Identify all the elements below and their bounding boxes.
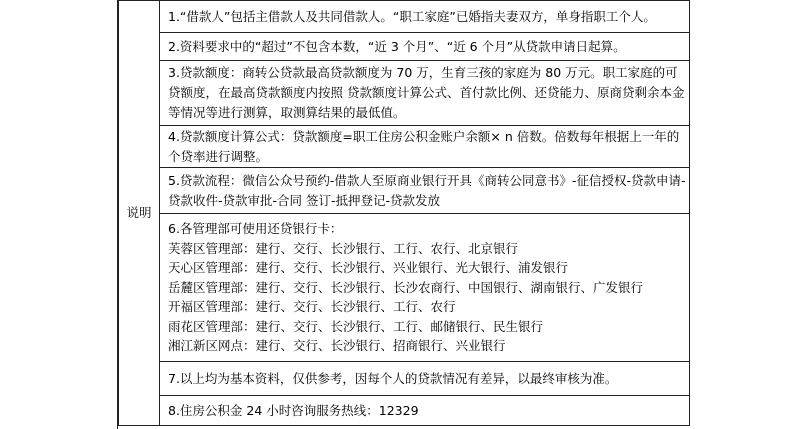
note-item-7: 7.以上均为基本资料，仅供参考，因每个人的贷款情况有差异，以最终审核为准。 — [160, 362, 690, 396]
section-label: 说明 — [126, 205, 152, 220]
note-item-1: 1.“借款人”包括主借款人及共同借款人。“职工家庭”已婚指夫妻双方，单身指职工个人。 — [160, 1, 690, 33]
note-item-8: 8.住房公积金 24 小时咨询服务热线：12329 — [160, 396, 690, 426]
note-item-4: 4.贷款额度计算公式：贷款额度=职工住房公积金账户余额× n 倍数。倍数每年根据上一年的个贷率进行调整。 — [160, 126, 690, 168]
note-item-2: 2.资料要求中的“超过”不包含本数，“近 3 个月”、“近 6 个月”从贷款申请日起算。 — [160, 33, 690, 61]
bank-list-line: 雨花区管理部：建行、交行、长沙银行、工行、邮储银行、民生银行 — [168, 318, 544, 334]
bank-list-line: 岳麓区管理部：建行、交行、长沙银行、长沙农商行、中国银行、湖南银行、广发银行 — [168, 279, 644, 295]
bank-list-title: 6.各管理部可使用还贷银行卡： — [168, 221, 343, 237]
bank-list-line: 湘江新区网点：建行、交行、长沙银行、招商银行、兴业银行 — [168, 338, 506, 354]
section-label-cell — [119, 1, 160, 426]
bank-list-line: 开福区管理部：建行、交行、长沙银行、工行、农行 — [168, 299, 456, 315]
notes-table — [118, 0, 690, 426]
note-item-5: 5.贷款流程：微信公众号预约-借款人至原商业银行开具《商转公同意书》-征信授权-贷款申请-贷款收件-贷款审批-合同 签订-抵押登记-贷款发放 — [160, 168, 690, 214]
bank-list-line: 芙蓉区管理部：建行、交行、长沙银行、工行、农行、北京银行 — [168, 240, 519, 256]
bank-list-line: 天心区管理部：建行、交行、长沙银行、兴业银行、光大银行、浦发银行 — [168, 260, 569, 276]
note-item-3: 3.贷款额度：商转公贷款最高贷款额度为 70 万，生育三孩的家庭为 80 万元。职工家庭的可贷额度，在最高贷款额度内按照 贷款额度计算公式、首付款比例、还贷能力、原商贷剩余本金等情况等进行测算，取测算结果的最低值。 — [160, 61, 690, 126]
note-item-6 — [160, 214, 690, 362]
